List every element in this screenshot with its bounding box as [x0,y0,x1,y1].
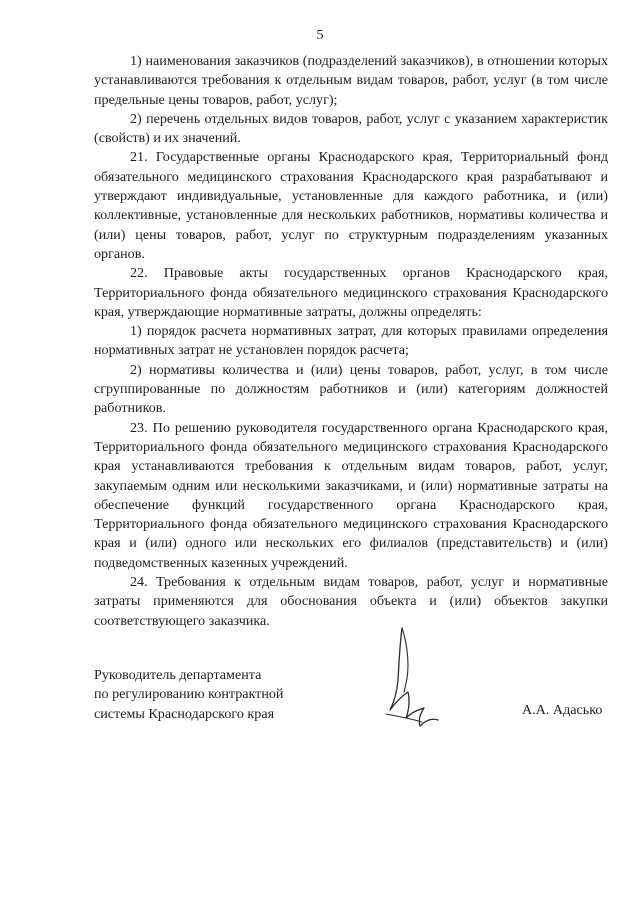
page-number: 5 [316,28,324,43]
document-body [94,52,608,631]
paragraph-clause-22-item-2: 2) нормативы количества и (или) цены товаров, работ, услуг, в том числе сгруппированные по должностям работников и (или) категориям должностей работников. [94,361,608,417]
paragraph-item-1: 1) наименования заказчиков (подразделений заказчиков), в отношении которых устанавливаются требования к отдельным видам товаров, работ, услуг (в том числе предельные цены товаров, работ, услуг); [94,53,608,108]
position-line: Руководитель департамента [94,667,262,683]
paragraph-item-2: 2) перечень отдельных видов товаров, работ, услуг с указанием характеристик (свойств) и их значений. [94,110,608,147]
position-line: по регулированию контрактной [94,686,284,703]
paragraph-clause-23: 23. По решению руководителя государственного органа Краснодарского края, Территориального фонда обязательного медицинского страхования Краснодарского края устанавливаются требования к отдельным видам товаров, работ, услуг, закупаемым одним или несколькими заказчиками, и (или) нормативные затраты на обеспечение функций государственного органа Краснодарского края, Территориального фонда обязательного медицинского страхования Краснодарского края и (или) одного или нескольких его филиалов (представительств) и (или) подведомственных казенных учреждений. [94,419,608,571]
signatory-name: А.А. Адасько [522,702,603,718]
position-line: системы Краснодарского края [94,705,275,722]
paragraph-clause-21: 21. Государственные органы Краснодарского края, Территориальный фонд обязательного медицинского страхования Краснодарского края разрабатывают и утверждают индивидуальные, установленные для каждого работника, и (или) коллективные, установленные для нескольких работников, нормативы количества и (или) цены товаров, работ, услуг по структурным подразделениям указанных органов. [94,149,608,262]
paragraph-clause-24: 24. Требования к отдельным видам товаров, работ, услуг и нормативные затраты применяются для обоснования объекта и (или) объектов закупки соответствующего заказчика. [94,574,608,629]
signatory-position [94,666,283,724]
paragraph-clause-22: 22. Правовые акты государственных органов Краснодарского края, Территориального фонда обязательного медицинского страхования Краснодарского края, утверждающие нормативные затраты, должны определять: [94,265,608,320]
paragraph-clause-22-item-1: 1) порядок расчета нормативных затрат, для которых правилами определения нормативных затрат не установлен порядок расчета; [94,323,608,359]
handwritten-signature-icon [372,622,444,732]
